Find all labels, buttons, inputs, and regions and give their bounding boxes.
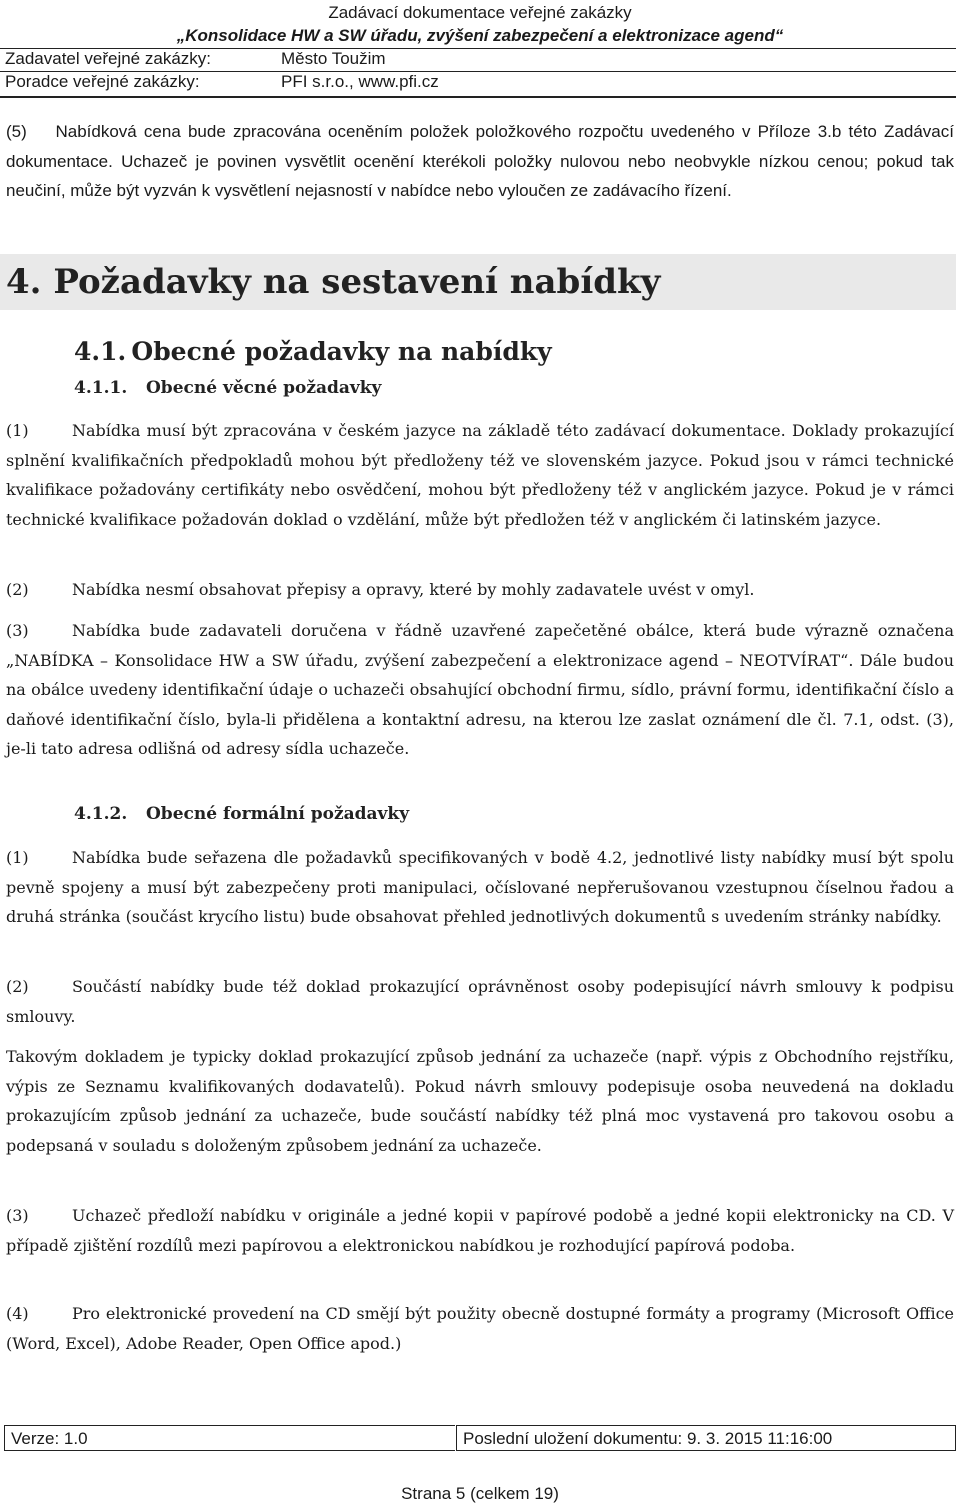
paragraph-number: (1) — [6, 848, 29, 867]
advisor-row — [5, 72, 955, 94]
paragraph-number: (2) — [6, 977, 29, 996]
paragraph-text: Uchazeč předloží nabídku v originále a jedné kopii v papírové podobě a jedné kopii elektronicky na CD. V případě zjištění rozdílů mezi papírovou a elektronickou nabídkou je rozhodující papírová podoba. — [6, 1206, 954, 1255]
contracting-authority-value: Město Toužim — [281, 49, 386, 68]
subsubsection-heading — [74, 804, 409, 824]
intro-paragraph — [6, 117, 954, 206]
page-number: Strana 5 (celkem 19) — [401, 1484, 559, 1503]
advisor-label: Poradce veřejné zakázky: — [5, 72, 200, 91]
paragraph-number: (1) — [6, 421, 29, 440]
paragraph-number: (5) — [6, 122, 27, 141]
paragraph-text: Nabídka bude seřazena dle požadavků specifikovaných v bodě 4.2, jednotlivé listy nabídky musí být spolu pevně spojeny a musí být zabezpečeny proti manipulaci, očíslované nepřerušovanou vzestupnou číselnou řadou a druhá stránka (součást krycího listu) bude obsahovat přehled jednotlivých dokumentů s uvedením stránky nabídky. — [6, 848, 954, 926]
subsection-title: Obecné požadavky na nabídky — [131, 337, 552, 366]
paragraph-text: Nabídková cena bude zpracována oceněním položek položkového rozpočtu uvedeného v Příloze 3.b této Zadávací dokumentace. Uchazeč je povinen vysvětlit ocenění kterékoli položky nulovou nebo neobvykle nízkou cenou; pokud tak neučiní, může být vyzván k vysvětlení nejasností v nabídce nebo vyloučen ze zadávacího řízení. — [6, 122, 954, 200]
subsubsection-number: 4.1.2. — [74, 804, 128, 824]
paragraph-text: Nabídka musí být zpracována v českém jazyce na základě této zadávací dokumentace. Doklady prokazující splnění kvalifikačních předpokladů mohou být předloženy též ve slovenském jazyce. Pokud jsou v rámci technické kvalifikace požadovány certifikáty nebo osvědčení, mohou být předloženy též v anglickém jazyce. Pokud je v rámci technické kvalifikace požadován doklad o vzdělání, může být předložen též v anglickém či latinském jazyce. — [6, 421, 954, 529]
paragraph-number: (2) — [6, 580, 29, 599]
version-text: Verze: 1.0 — [11, 1429, 88, 1448]
paragraph-text: Takovým dokladem je typicky doklad prokazující způsob jednání za uchazeče (např. výpis z Obchodního rejstříku, výpis ze Seznamu kvalifikovaných dodavatelů). Pokud návrh smlouvy podepisuje osoba neuvedená na dokladu prokazujícím způsob jednání za uchazeče, bude součástí nabídky též plná moc vystavená pro takovou osobu a podepsaná v souladu s doloženým způsobem jednání za uchazeče. — [6, 1047, 954, 1155]
paragraph — [6, 1201, 954, 1260]
version-box — [4, 1425, 455, 1451]
paragraph-text: Nabídka nesmí obsahovat přepisy a opravy, které by mohly zadavatele uvést v omyl. — [72, 580, 755, 599]
paragraph — [6, 1042, 954, 1160]
paragraph-number: (4) — [6, 1304, 29, 1323]
paragraph-text: Nabídka bude zadavateli doručena v řádně uzavřené zapečetěné obálce, která bude výrazně označena „NABÍDKA – Konsolidace HW a SW úřadu, zvýšení zabezpečení a elektronizace agend – NEOTVÍRAT“. Dále budou na obálce uvedeny identifikační údaje o uchazeči obsahující obchodní firmu, sídlo, právní formu, identifikační číslo a daňové identifikační číslo, byla-li přidělena a kontaktní adresu, na kterou lze zaslat oznámení dle čl. 7.1, odst. (3), je-li tato adresa odlišná od adresy sídla uchazeče. — [6, 621, 954, 758]
paragraph-number: (3) — [6, 1206, 29, 1225]
paragraph — [6, 843, 954, 932]
subsection-number: 4.1. — [74, 337, 127, 366]
paragraph-number: (3) — [6, 621, 29, 640]
subsubsection-title: Obecné věcné požadavky — [146, 378, 382, 398]
subsubsection-heading — [74, 378, 381, 398]
contracting-authority-label: Zadavatel veřejné zakázky: — [5, 49, 211, 68]
paragraph — [6, 1299, 954, 1358]
paragraph — [6, 416, 954, 534]
paragraph — [6, 616, 954, 764]
last-saved-box — [456, 1425, 956, 1451]
header-bottom-rule — [0, 96, 956, 98]
advisor-value: PFI s.r.o., www.pfi.cz — [281, 72, 439, 91]
paragraph-text: Pro elektronické provedení na CD smějí být použity obecně dostupné formáty a programy (Microsoft Office (Word, Excel), Adobe Reader, Open Office apod.) — [6, 1304, 954, 1353]
contracting-authority-row — [5, 49, 955, 71]
subsubsection-title: Obecné formální požadavky — [146, 804, 410, 824]
paragraph — [6, 575, 954, 605]
subsubsection-number: 4.1.1. — [74, 378, 128, 398]
subsection-heading — [74, 337, 552, 366]
document-title: Zadávací dokumentace veřejné zakázky — [328, 3, 632, 22]
document-subtitle: „Konsolidace HW a SW úřadu, zvýšení zabezpečení a elektronizace agend“ — [176, 26, 784, 45]
document-footer — [4, 1425, 956, 1451]
last-saved-text: Poslední uložení dokumentu: 9. 3. 2015 11:16:00 — [463, 1429, 833, 1448]
paragraph — [6, 972, 954, 1031]
paragraph-text: Součástí nabídky bude též doklad prokazující oprávněnost osoby podepisující návrh smlouvy k podpisu smlouvy. — [6, 977, 954, 1026]
section-heading: 4. Požadavky na sestavení nabídky — [6, 262, 661, 302]
